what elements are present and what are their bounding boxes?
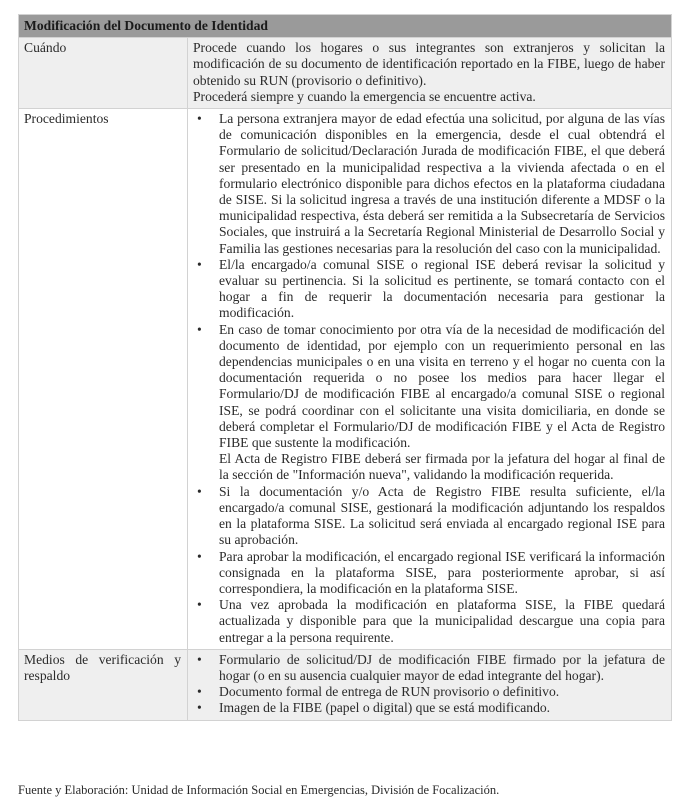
list-item: • En caso de tomar conocimiento por otra vía de la necesidad de modificación del documento de identidad, por ejemplo con un requerimiento personal en las dependencias municipales o en una visita en terreno y el hogar no cuenta con la documentación requerida o no posee los medios para hacer llegar el Formulario/DJ de modificación FIBE al encargado/a comunal SISE o regional ISE, se podrá coordinar con el solicitante una visita domiciliaria, en donde se deberá completar el Formulario/DJ de modificación FIBE y el Acta de Registro FIBE que sustente la modificación. bbox=[193, 322, 665, 452]
source-footnote: Fuente y Elaboración: Unidad de Información Social en Emergencias, División de Focalización. bbox=[18, 783, 500, 797]
list-item: • Una vez aprobada la modificación en plataforma SISE, la FIBE quedará actualizada y disponible para que la municipalidad descargue una copia para entregar a la persona requirente. bbox=[193, 597, 665, 646]
table-row bbox=[19, 38, 672, 109]
procedure-list bbox=[193, 111, 665, 451]
list-item: • Para aprobar la modificación, el encargado regional ISE verificará la información consignada en la plataforma SISE, para posteriormente aprobar, si así correspondiera, la modificación en la plataforma SISE. bbox=[193, 549, 665, 598]
list-item: • Documento formal de entrega de RUN provisorio o definitivo. bbox=[193, 684, 665, 700]
row-text: Procederá siempre y cuando la emergencia se encuentre activa. bbox=[193, 88, 536, 104]
list-item: • Si la documentación y/o Acta de Registro FIBE resulta suficiente, el/la encargado/a comunal SISE, gestionará la modificación adjuntando los respaldos en la plataforma SISE. La solicitud será enviada al encargado regional ISE para su aprobación. bbox=[193, 484, 665, 549]
row-text: Procede cuando los hogares o sus integrantes son extranjeros y solicitan la modificación de su documento de identificación reportado en la FIBE, luego de haber obtenido su RUN (provisorio o definitivo). bbox=[193, 40, 665, 88]
verification-list bbox=[193, 652, 665, 717]
list-item: • El/la encargado/a comunal SISE o regional ISE deberá revisar la solicitud y evaluar su pertinencia. Si la solicitud es pertinente, se tomará contacto con el hogar a fin de requerir la documentación necesaria para gestionar la modificación. bbox=[193, 257, 665, 322]
table-row bbox=[19, 649, 672, 720]
table-title: Modificación del Documento de Identidad bbox=[19, 15, 672, 38]
procedure-list bbox=[193, 484, 665, 646]
row-label: Procedimientos bbox=[19, 109, 188, 650]
list-item: • Imagen de la FIBE (papel o digital) que se está modificando. bbox=[193, 700, 665, 716]
list-item: • Formulario de solicitud/DJ de modificación FIBE firmado por la jefatura de hogar (o en su ausencia cualquier mayor de edad integrante del hogar). bbox=[193, 652, 665, 684]
row-label: Cuándo bbox=[19, 38, 188, 109]
list-item: • La persona extranjera mayor de edad efectúa una solicitud, por alguna de las vías de comunicación disponibles en la emergencia, desde el cual obtendrá el Formulario de solicitud/Declaración Jurada de modificación FIBE, el que deberá ser presentado en la municipalidad respectiva a la vivienda afectada o en el formulario electrónico disponible para dichos efectos en la plataforma ciudadana de SISE. Si la solicitud ingresa a través de una institución diferente a MDSF o la municipalidad respectiva, ésta deberá ser remitida a la Subsecretaría de Servicios Sociales, que instruirá a la Secretaría Regional Ministerial de Desarrollo Social y Familia las gestiones necesarias para la resolución del caso con la municipalidad. bbox=[193, 111, 665, 257]
row-label: Medios de verificación y respaldo bbox=[19, 649, 188, 720]
table-row bbox=[19, 109, 672, 650]
list-note: El Acta de Registro FIBE deberá ser firmada por la jefatura del hogar al final de la sección de "Información nueva", validando la modificación requerida. bbox=[219, 451, 665, 483]
identity-document-table bbox=[18, 14, 672, 721]
